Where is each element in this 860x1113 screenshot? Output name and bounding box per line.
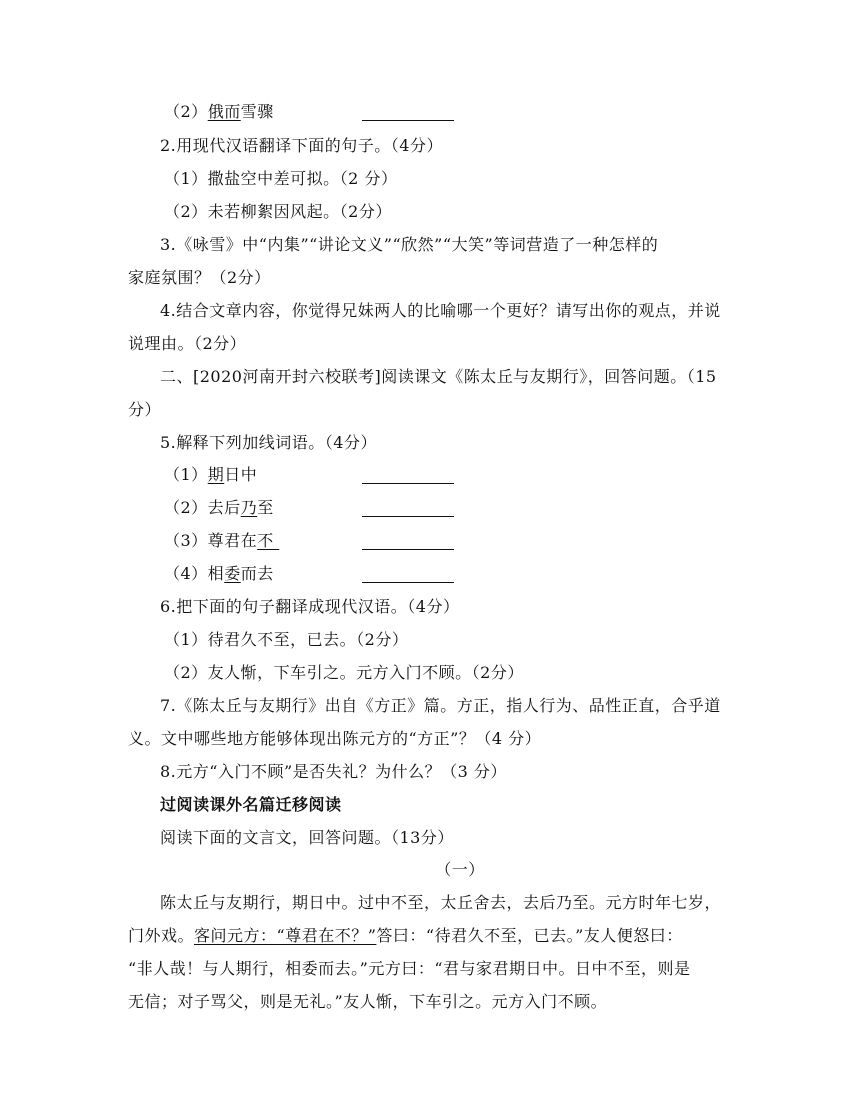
- question-6: 6.把下面的句子翻译成现代汉语。（4分）: [160, 597, 460, 616]
- question-2-2: （2）未若柳絮因风起。（2分）: [164, 202, 392, 221]
- passage-line-4: 无信；对子骂父，则是无礼。”友人惭，下车引之。元方入门不顾。: [128, 992, 608, 1011]
- passage-line-3: “非人哉！与人期行，相委而去。”元方曰：“君与家君期日中。日中不至，则是: [128, 959, 691, 978]
- answer-blank[interactable]: [362, 582, 454, 583]
- question-7: 7.《陈太丘与友期行》出自《方正》篇。方正，指人行为、品性正直，合乎道: [160, 696, 721, 715]
- question-5-3: （3）尊君在不: [164, 531, 280, 550]
- question-3: 3.《咏雪》中“内集”“讲论文义”“欣然”“大笑”等词营造了一种怎样的: [160, 235, 659, 254]
- question-5-4: （4）相委而去: [164, 564, 274, 583]
- answer-blank[interactable]: [362, 120, 454, 121]
- question-3-cont: 家庭氛围？（2分）: [128, 268, 271, 287]
- underlined-word: 俄而: [207, 102, 241, 121]
- question-4-cont: 说理由。（2分）: [128, 334, 247, 353]
- question-2: 2.用现代汉语翻译下面的句子。（4分）: [160, 136, 443, 155]
- underlined-word: 委: [224, 564, 241, 583]
- question-2-1: （1）撒盐空中差可拟。（2 分）: [164, 169, 398, 188]
- answer-blank[interactable]: [362, 516, 454, 517]
- question-6-1: （1）待君久不至，已去。（2分）: [164, 630, 409, 649]
- question-6-2: （2）友人惭，下车引之。元方入门不顾。（2分）: [164, 663, 524, 682]
- section-heading-extracurricular: 过阅读课外名篇迁移阅读: [160, 795, 342, 814]
- passage-number: （一）: [435, 860, 485, 879]
- underlined-word: 乃: [240, 498, 258, 517]
- passage-line-1: 陈太丘与友期行，期日中。过中不至，太丘舍去，去后乃至。元方时年七岁，: [160, 893, 722, 912]
- underlined-sentence: 客问元方：“尊君在不？”: [194, 926, 377, 945]
- underlined-word: 期: [207, 465, 225, 484]
- question-5-2: （2）去后乃至: [164, 498, 274, 517]
- reading-instruction: 阅读下面的文言文，回答问题。（13分）: [160, 828, 454, 847]
- question-1-2: （2）俄而雪骤: [164, 102, 274, 121]
- underlined-word: 不: [257, 531, 280, 550]
- question-7-cont: 义。文中哪些地方能够体现出陈元方的“方正”？（4 分）: [128, 729, 542, 748]
- question-5-1: （1）期日中: [164, 465, 258, 484]
- answer-blank[interactable]: [362, 483, 454, 484]
- question-8: 8.元方“入门不顾”是否失礼？为什么？（3 分）: [160, 762, 507, 781]
- question-4: 4.结合文章内容，你觉得兄妹两人的比喻哪一个更好？请写出你的观点，并说: [160, 301, 721, 320]
- answer-blank[interactable]: [362, 549, 454, 550]
- question-5: 5.解释下列加线词语。（4分）: [160, 433, 377, 452]
- passage-line-2: 门外戏。客问元方：“尊君在不？”答曰：“待君久不至，已去。”友人便怒曰：: [128, 926, 683, 945]
- section-2-heading: 二、[2020河南开封六校联考]阅读课文《陈太丘与友期行》，回答问题。（15: [160, 367, 717, 386]
- section-2-heading-cont: 分）: [128, 400, 162, 419]
